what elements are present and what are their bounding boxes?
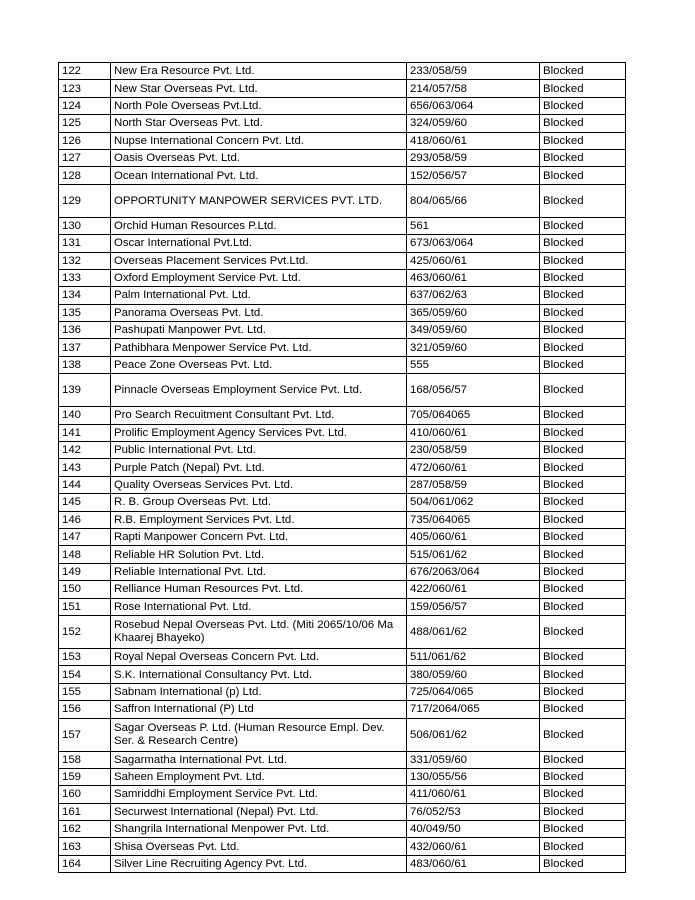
license-number-cell: 504/061/062 [407,494,540,511]
row-number-cell: 163 [59,838,111,855]
agency-name-cell: New Star Overseas Pvt. Ltd. [111,80,407,97]
table-row [59,581,626,598]
status-cell: Blocked [540,855,626,872]
row-number-cell: 159 [59,768,111,785]
agency-name-cell: Royal Nepal Overseas Concern Pvt. Ltd. [111,648,407,665]
status-cell: Blocked [540,683,626,700]
table-row [59,615,626,648]
agency-name-cell: S.K. International Consultancy Pvt. Ltd. [111,666,407,683]
row-number-cell: 160 [59,786,111,803]
row-number-cell: 142 [59,442,111,459]
agency-name-cell: Oasis Overseas Pvt. Ltd. [111,149,407,166]
license-number-cell: 380/059/60 [407,666,540,683]
agency-name-cell: New Era Resource Pvt. Ltd. [111,63,407,80]
status-cell: Blocked [540,287,626,304]
agency-name-cell: Silver Line Recruiting Agency Pvt. Ltd. [111,855,407,872]
agency-name-cell: R. B. Group Overseas Pvt. Ltd. [111,494,407,511]
table-row [59,855,626,872]
table-row [59,80,626,97]
row-number-cell: 146 [59,511,111,528]
status-cell: Blocked [540,407,626,424]
table-row [59,167,626,184]
agency-name-cell: Purple Patch (Nepal) Pvt. Ltd. [111,459,407,476]
row-number-cell: 143 [59,459,111,476]
table-row [59,511,626,528]
license-number-cell: 561 [407,217,540,234]
status-cell: Blocked [540,374,626,407]
row-number-cell: 126 [59,132,111,149]
row-number-cell: 150 [59,581,111,598]
license-number-cell: 214/057/58 [407,80,540,97]
table-row [59,751,626,768]
agency-name-cell: Quality Overseas Services Pvt. Ltd. [111,476,407,493]
agency-name-cell: Pro Search Recuitment Consultant Pvt. Ltd. [111,407,407,424]
license-number-cell: 804/065/66 [407,184,540,217]
agency-table [58,62,626,873]
license-number-cell: 432/060/61 [407,838,540,855]
status-cell: Blocked [540,751,626,768]
status-cell: Blocked [540,701,626,718]
table-row [59,184,626,217]
license-number-cell: 725/064/065 [407,683,540,700]
agency-name-cell: Shangrila International Menpower Pvt. Ltd. [111,821,407,838]
license-number-cell: 463/060/61 [407,269,540,286]
status-cell: Blocked [540,666,626,683]
row-number-cell: 157 [59,718,111,751]
status-cell: Blocked [540,304,626,321]
row-number-cell: 128 [59,167,111,184]
row-number-cell: 152 [59,615,111,648]
table-row [59,269,626,286]
license-number-cell: 488/061/62 [407,615,540,648]
agency-name-cell: Oscar International Pvt.Ltd. [111,235,407,252]
license-number-cell: 76/052/53 [407,803,540,820]
license-number-cell: 324/059/60 [407,115,540,132]
license-number-cell: 405/060/61 [407,528,540,545]
license-number-cell: 233/058/59 [407,63,540,80]
row-number-cell: 145 [59,494,111,511]
license-number-cell: 637/062/63 [407,287,540,304]
row-number-cell: 149 [59,563,111,580]
license-number-cell: 717/2064/065 [407,701,540,718]
license-number-cell: 705/064065 [407,407,540,424]
table-row [59,322,626,339]
status-cell: Blocked [540,511,626,528]
row-number-cell: 124 [59,97,111,114]
agency-name-cell: Oxford Employment Service Pvt. Ltd. [111,269,407,286]
table-row [59,683,626,700]
status-cell: Blocked [540,167,626,184]
license-number-cell: 506/061/62 [407,718,540,751]
row-number-cell: 123 [59,80,111,97]
agency-name-cell: Reliable International Pvt. Ltd. [111,563,407,580]
status-cell: Blocked [540,442,626,459]
table-row [59,149,626,166]
table-row [59,803,626,820]
license-number-cell: 656/063/064 [407,97,540,114]
row-number-cell: 161 [59,803,111,820]
license-number-cell: 321/059/60 [407,339,540,356]
table-row [59,374,626,407]
table-row [59,252,626,269]
status-cell: Blocked [540,132,626,149]
row-number-cell: 147 [59,528,111,545]
table-row [59,97,626,114]
status-cell: Blocked [540,459,626,476]
agency-name-cell: Pinnacle Overseas Employment Service Pvt. Ltd. [111,374,407,407]
agency-name-cell: Shisa Overseas Pvt. Ltd. [111,838,407,855]
license-number-cell: 287/058/59 [407,476,540,493]
license-number-cell: 159/056/57 [407,598,540,615]
license-number-cell: 331/059/60 [407,751,540,768]
agency-name-cell: Rapti Manpower Concern Pvt. Ltd. [111,528,407,545]
table-row [59,821,626,838]
status-cell: Blocked [540,97,626,114]
table-row [59,648,626,665]
table-row [59,563,626,580]
license-number-cell: 472/060/61 [407,459,540,476]
license-number-cell: 130/055/56 [407,768,540,785]
row-number-cell: 140 [59,407,111,424]
table-row [59,132,626,149]
table-row [59,838,626,855]
table-row [59,494,626,511]
status-cell: Blocked [540,598,626,615]
status-cell: Blocked [540,838,626,855]
status-cell: Blocked [540,235,626,252]
table-row [59,459,626,476]
table-row [59,339,626,356]
status-cell: Blocked [540,821,626,838]
row-number-cell: 131 [59,235,111,252]
table-row [59,287,626,304]
agency-name-cell: Panorama Overseas Pvt. Ltd. [111,304,407,321]
row-number-cell: 135 [59,304,111,321]
table-row [59,235,626,252]
status-cell: Blocked [540,615,626,648]
license-number-cell: 410/060/61 [407,424,540,441]
row-number-cell: 138 [59,356,111,373]
table-row [59,442,626,459]
row-number-cell: 122 [59,63,111,80]
license-number-cell: 418/060/61 [407,132,540,149]
status-cell: Blocked [540,80,626,97]
row-number-cell: 155 [59,683,111,700]
agency-name-cell: Prolific Employment Agency Services Pvt. Ltd. [111,424,407,441]
row-number-cell: 136 [59,322,111,339]
status-cell: Blocked [540,149,626,166]
table-row [59,528,626,545]
license-number-cell: 411/060/61 [407,786,540,803]
table-row [59,786,626,803]
status-cell: Blocked [540,322,626,339]
table-row [59,424,626,441]
status-cell: Blocked [540,718,626,751]
table-row [59,63,626,80]
table-row [59,718,626,751]
row-number-cell: 125 [59,115,111,132]
agency-name-cell: Palm International Pvt. Ltd. [111,287,407,304]
agency-name-cell: Pashupati Manpower Pvt. Ltd. [111,322,407,339]
status-cell: Blocked [540,476,626,493]
row-number-cell: 129 [59,184,111,217]
license-number-cell: 349/059/60 [407,322,540,339]
agency-name-cell: Peace Zone Overseas Pvt. Ltd. [111,356,407,373]
row-number-cell: 139 [59,374,111,407]
status-cell: Blocked [540,648,626,665]
agency-name-cell: North Star Overseas Pvt. Ltd. [111,115,407,132]
status-cell: Blocked [540,63,626,80]
agency-name-cell: Securwest International (Nepal) Pvt. Ltd. [111,803,407,820]
agency-name-cell: Overseas Placement Services Pvt.Ltd. [111,252,407,269]
agency-name-cell: Saheen Employment Pvt. Ltd. [111,768,407,785]
status-cell: Blocked [540,252,626,269]
agency-name-cell: Saffron International (P) Ltd [111,701,407,718]
status-cell: Blocked [540,494,626,511]
status-cell: Blocked [540,269,626,286]
agency-table-body [59,63,626,873]
agency-name-cell: Nupse International Concern Pvt. Ltd. [111,132,407,149]
agency-name-cell: R.B. Employment Services Pvt. Ltd. [111,511,407,528]
table-row [59,701,626,718]
row-number-cell: 151 [59,598,111,615]
row-number-cell: 144 [59,476,111,493]
agency-name-cell: Reliable HR Solution Pvt. Ltd. [111,546,407,563]
license-number-cell: 152/056/57 [407,167,540,184]
agency-name-cell: Sagarmatha International Pvt. Ltd. [111,751,407,768]
row-number-cell: 130 [59,217,111,234]
row-number-cell: 153 [59,648,111,665]
row-number-cell: 158 [59,751,111,768]
row-number-cell: 154 [59,666,111,683]
license-number-cell: 40/049/50 [407,821,540,838]
agency-name-cell: Orchid Human Resources P.Ltd. [111,217,407,234]
license-number-cell: 555 [407,356,540,373]
status-cell: Blocked [540,339,626,356]
table-row [59,768,626,785]
license-number-cell: 293/058/59 [407,149,540,166]
row-number-cell: 148 [59,546,111,563]
license-number-cell: 365/059/60 [407,304,540,321]
license-number-cell: 230/058/59 [407,442,540,459]
status-cell: Blocked [540,581,626,598]
row-number-cell: 156 [59,701,111,718]
license-number-cell: 735/064065 [407,511,540,528]
license-number-cell: 673/063/064 [407,235,540,252]
row-number-cell: 134 [59,287,111,304]
table-row [59,217,626,234]
table-row [59,546,626,563]
row-number-cell: 164 [59,855,111,872]
table-row [59,304,626,321]
table-row [59,666,626,683]
agency-name-cell: Relliance Human Resources Pvt. Ltd. [111,581,407,598]
status-cell: Blocked [540,424,626,441]
row-number-cell: 133 [59,269,111,286]
table-row [59,356,626,373]
license-number-cell: 422/060/61 [407,581,540,598]
license-number-cell: 511/061/62 [407,648,540,665]
agency-name-cell: Sabnam International (p) Ltd. [111,683,407,700]
agency-name-cell: Pathibhara Menpower Service Pvt. Ltd. [111,339,407,356]
row-number-cell: 141 [59,424,111,441]
row-number-cell: 162 [59,821,111,838]
status-cell: Blocked [540,356,626,373]
agency-name-cell: Public International Pvt. Ltd. [111,442,407,459]
row-number-cell: 137 [59,339,111,356]
license-number-cell: 425/060/61 [407,252,540,269]
status-cell: Blocked [540,768,626,785]
status-cell: Blocked [540,217,626,234]
agency-name-cell: Samriddhi Employment Service Pvt. Ltd. [111,786,407,803]
status-cell: Blocked [540,803,626,820]
agency-name-cell: Sagar Overseas P. Ltd. (Human Resource Empl. Dev. Ser. & Research Centre) [111,718,407,751]
status-cell: Blocked [540,115,626,132]
license-number-cell: 168/056/57 [407,374,540,407]
table-row [59,598,626,615]
table-row [59,115,626,132]
table-row [59,476,626,493]
agency-name-cell: Ocean International Pvt. Ltd. [111,167,407,184]
status-cell: Blocked [540,528,626,545]
license-number-cell: 483/060/61 [407,855,540,872]
license-number-cell: 676/2063/064 [407,563,540,580]
status-cell: Blocked [540,786,626,803]
agency-name-cell: OPPORTUNITY MANPOWER SERVICES PVT. LTD. [111,184,407,217]
row-number-cell: 127 [59,149,111,166]
status-cell: Blocked [540,184,626,217]
status-cell: Blocked [540,563,626,580]
agency-name-cell: North Pole Overseas Pvt.Ltd. [111,97,407,114]
license-number-cell: 515/061/62 [407,546,540,563]
row-number-cell: 132 [59,252,111,269]
agency-name-cell: Rosebud Nepal Overseas Pvt. Ltd. (Miti 2065/10/06 Ma Khaarej Bhayeko) [111,615,407,648]
status-cell: Blocked [540,546,626,563]
table-row [59,407,626,424]
agency-name-cell: Rose International Pvt. Ltd. [111,598,407,615]
